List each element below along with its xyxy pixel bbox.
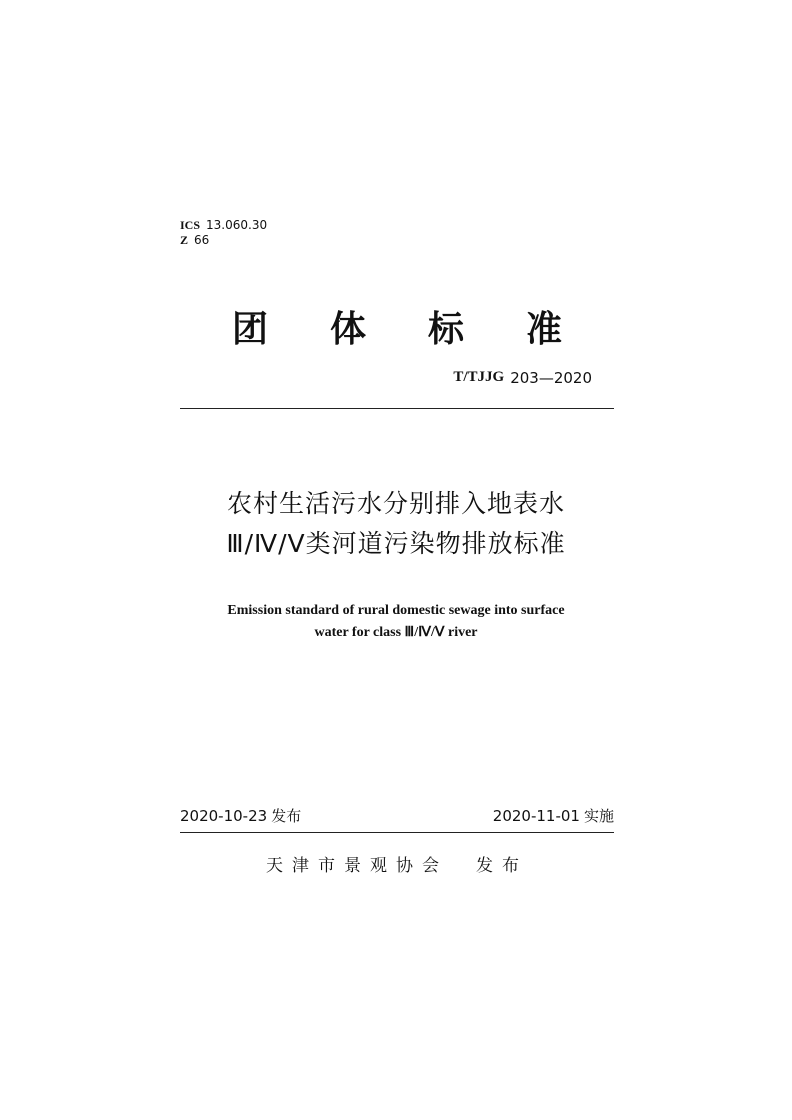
effective-date: 2020-11-01 xyxy=(492,807,580,825)
english-title xyxy=(150,600,642,644)
english-title-line-1: Emission standard of rural domestic sewage into surface xyxy=(227,603,565,618)
standard-type-char-4: 准 xyxy=(525,308,562,350)
ics-line xyxy=(180,218,267,233)
standard-type-heading xyxy=(180,300,614,352)
ics-label: ICS xyxy=(180,218,201,232)
top-divider xyxy=(180,408,614,409)
chinese-title xyxy=(150,484,642,564)
ccs-value: 66 xyxy=(194,233,210,247)
chinese-title-line-2: Ⅲ/Ⅳ/Ⅴ类河道污染物排放标准 xyxy=(226,529,566,558)
classification-block xyxy=(180,218,267,248)
standard-type-char-3: 标 xyxy=(427,308,464,350)
standard-number-prefix: T/TJJG xyxy=(453,369,505,385)
standard-type-char-1: 团 xyxy=(232,308,269,350)
effective-label: 实施 xyxy=(583,807,614,825)
standard-type-char-2: 体 xyxy=(329,308,366,350)
publisher-action: 发布 xyxy=(476,856,528,876)
publisher-row xyxy=(180,851,614,876)
ccs-label: Z xyxy=(180,233,189,247)
english-title-line-2: water for class Ⅲ/Ⅳ/Ⅴ river xyxy=(314,625,478,640)
publisher-name: 天津市景观协会 xyxy=(266,856,448,876)
chinese-title-line-1: 农村生活污水分别排入地表水 xyxy=(226,489,565,518)
standard-number xyxy=(453,369,592,387)
release-date: 2020-10-23 xyxy=(180,807,268,825)
release-date-group xyxy=(180,805,301,826)
release-label: 发布 xyxy=(271,807,302,825)
bottom-divider xyxy=(180,832,614,833)
dates-row xyxy=(180,805,614,826)
standard-number-value: 203—2020 xyxy=(510,369,592,387)
effective-date-group xyxy=(493,805,614,826)
ics-value: 13.060.30 xyxy=(206,218,268,232)
ccs-line xyxy=(180,233,267,248)
